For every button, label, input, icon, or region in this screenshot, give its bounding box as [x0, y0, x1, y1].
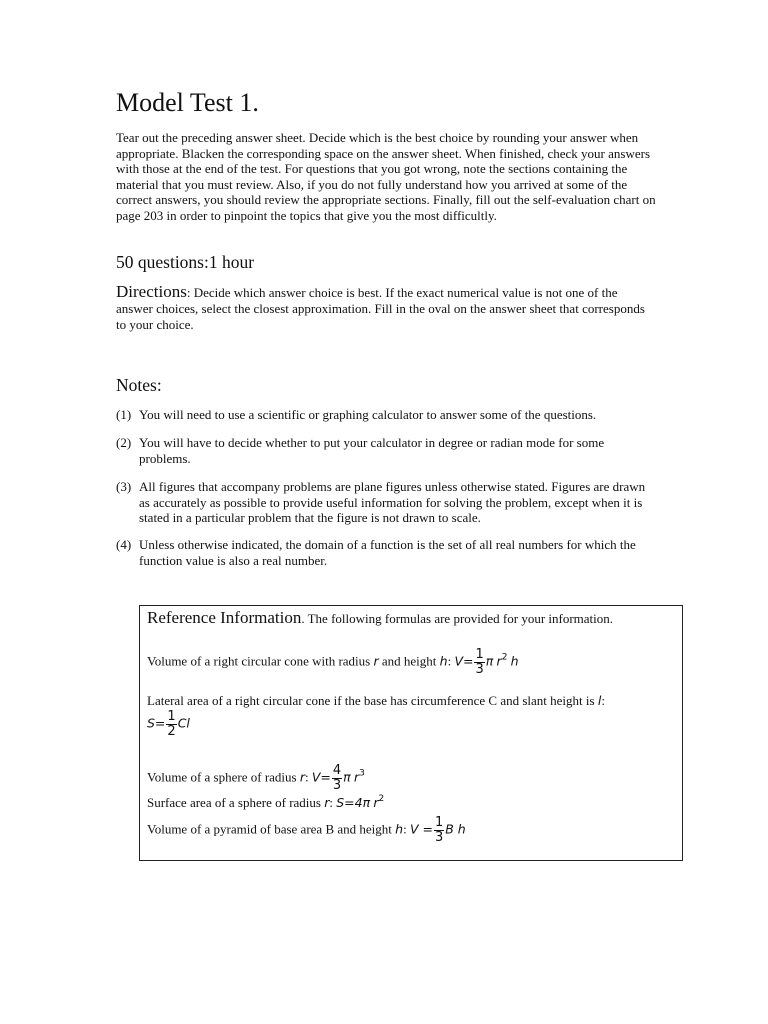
fraction — [434, 816, 444, 845]
note-number: (3) — [116, 479, 132, 494]
variable-l: l — [597, 693, 602, 708]
colon: : — [403, 821, 407, 837]
formula-label: Volume of a right circular cone with radius — [147, 653, 371, 669]
colon: : — [329, 795, 333, 810]
formula-pyramid-volume — [147, 816, 466, 845]
formula-sphere-surface — [147, 795, 384, 811]
notes-heading: Notes: — [116, 375, 162, 395]
numerator: 1 — [475, 647, 484, 662]
directions-paragraph — [116, 284, 656, 333]
exponent: 2 — [378, 794, 385, 804]
reference-information-box — [139, 605, 683, 861]
fraction — [166, 710, 176, 739]
denominator: 2 — [167, 724, 176, 739]
fraction — [332, 764, 342, 793]
note-text: You will need to use a scientific or graphing calculator to answer some of the questions. — [139, 407, 597, 422]
formula-lhs: V = — [409, 821, 433, 837]
formula-label: Volume of a pyramid of base area B and height — [147, 821, 392, 837]
fraction — [474, 648, 484, 677]
variable-r: r — [496, 653, 502, 669]
formula-label: Surface area of a sphere of radius — [147, 795, 321, 810]
denominator: 3 — [434, 830, 444, 845]
note-item — [116, 435, 656, 466]
variable-h: h — [439, 653, 448, 669]
variable-h: h — [510, 653, 519, 669]
exponent: 2 — [501, 652, 508, 663]
formula-label: Volume of a sphere of radius — [147, 769, 297, 785]
formula-cone-lateral-area — [147, 693, 605, 709]
formula-sphere-volume — [147, 764, 365, 793]
directions-heading: Directions — [116, 282, 187, 301]
formula-lhs: S= — [147, 715, 166, 731]
variable-r: r — [373, 653, 379, 669]
note-number: (4) — [116, 537, 132, 552]
numerator: 1 — [434, 815, 444, 830]
reference-title: Reference Information — [147, 608, 302, 627]
denominator: 3 — [475, 662, 484, 677]
test-duration-heading: 50 questions:1 hour — [116, 252, 255, 272]
numerator: 1 — [167, 709, 176, 724]
note-number: (1) — [116, 407, 132, 422]
formula-rhs: Cl — [177, 715, 190, 731]
note-text: You will have to decide whether to put your calculator in degree or radian mode for some problems. — [139, 435, 605, 466]
pi-symbol: π — [343, 769, 351, 785]
note-number: (2) — [116, 435, 132, 450]
intro-paragraph: Tear out the preceding answer sheet. Decide which is the best choice by rounding your answer when appropriate. Blacken the corresponding space on the answer sheet. When finished, check your answers with those at the end of the test. For questions that you got wrong, note the sections containing the material that you must review. Also, if you do not fully understand how you arrived at some of the correct answers, you should review the appropriate sections. Finally, fill out the self-evaluation chart on page 203 in order to pinpoint the topics that give you the most difficultly. — [116, 130, 656, 223]
formula-lhs: V= — [311, 769, 331, 785]
note-item — [116, 479, 656, 526]
colon: : — [447, 653, 452, 669]
variable-r: r — [324, 795, 330, 810]
colon: : — [304, 769, 309, 785]
formula-lhs: V= — [454, 653, 474, 669]
variable-r: r — [353, 769, 360, 785]
colon: : — [601, 693, 605, 708]
pi-symbol: π — [485, 653, 494, 669]
variable-r: r — [299, 769, 305, 785]
directions-text: : Decide which answer choice is best. If the exact numerical value is not one of the answer choices, select the closest approximation. Fill in the oval on the answer sheet that corresponds to your choice. — [116, 285, 645, 332]
formula-label-and: and height — [381, 653, 437, 669]
formula-label: Lateral area of a right circular cone if the base has circumference C and slant height is — [147, 693, 595, 708]
note-item — [116, 407, 656, 423]
formula-rhs: B h — [445, 821, 466, 837]
reference-intro: . The following formulas are provided for your information. — [301, 611, 614, 626]
variable-r: r — [373, 795, 379, 810]
page-title: Model Test 1. — [116, 88, 259, 117]
numerator: 4 — [332, 763, 342, 778]
denominator: 3 — [332, 778, 342, 793]
formula-cone-volume — [147, 648, 519, 677]
note-text: Unless otherwise indicated, the domain of a function is the set of all real numbers for which the function value is also a real number. — [139, 537, 636, 568]
note-item — [116, 537, 656, 568]
reference-header — [147, 610, 613, 627]
formula-lhs: S=4 — [336, 795, 363, 810]
formula-cone-lateral-expression — [147, 710, 190, 739]
variable-h: h — [395, 821, 404, 837]
exponent: 3 — [359, 768, 365, 779]
pi-symbol: π — [362, 795, 371, 810]
note-text: All figures that accompany problems are plane figures unless otherwise stated. Figures are drawn as accurately as possible to provide useful information for solving the problem, except when it is stated in a particular problem that the figure is not drawn to scale. — [139, 479, 646, 526]
